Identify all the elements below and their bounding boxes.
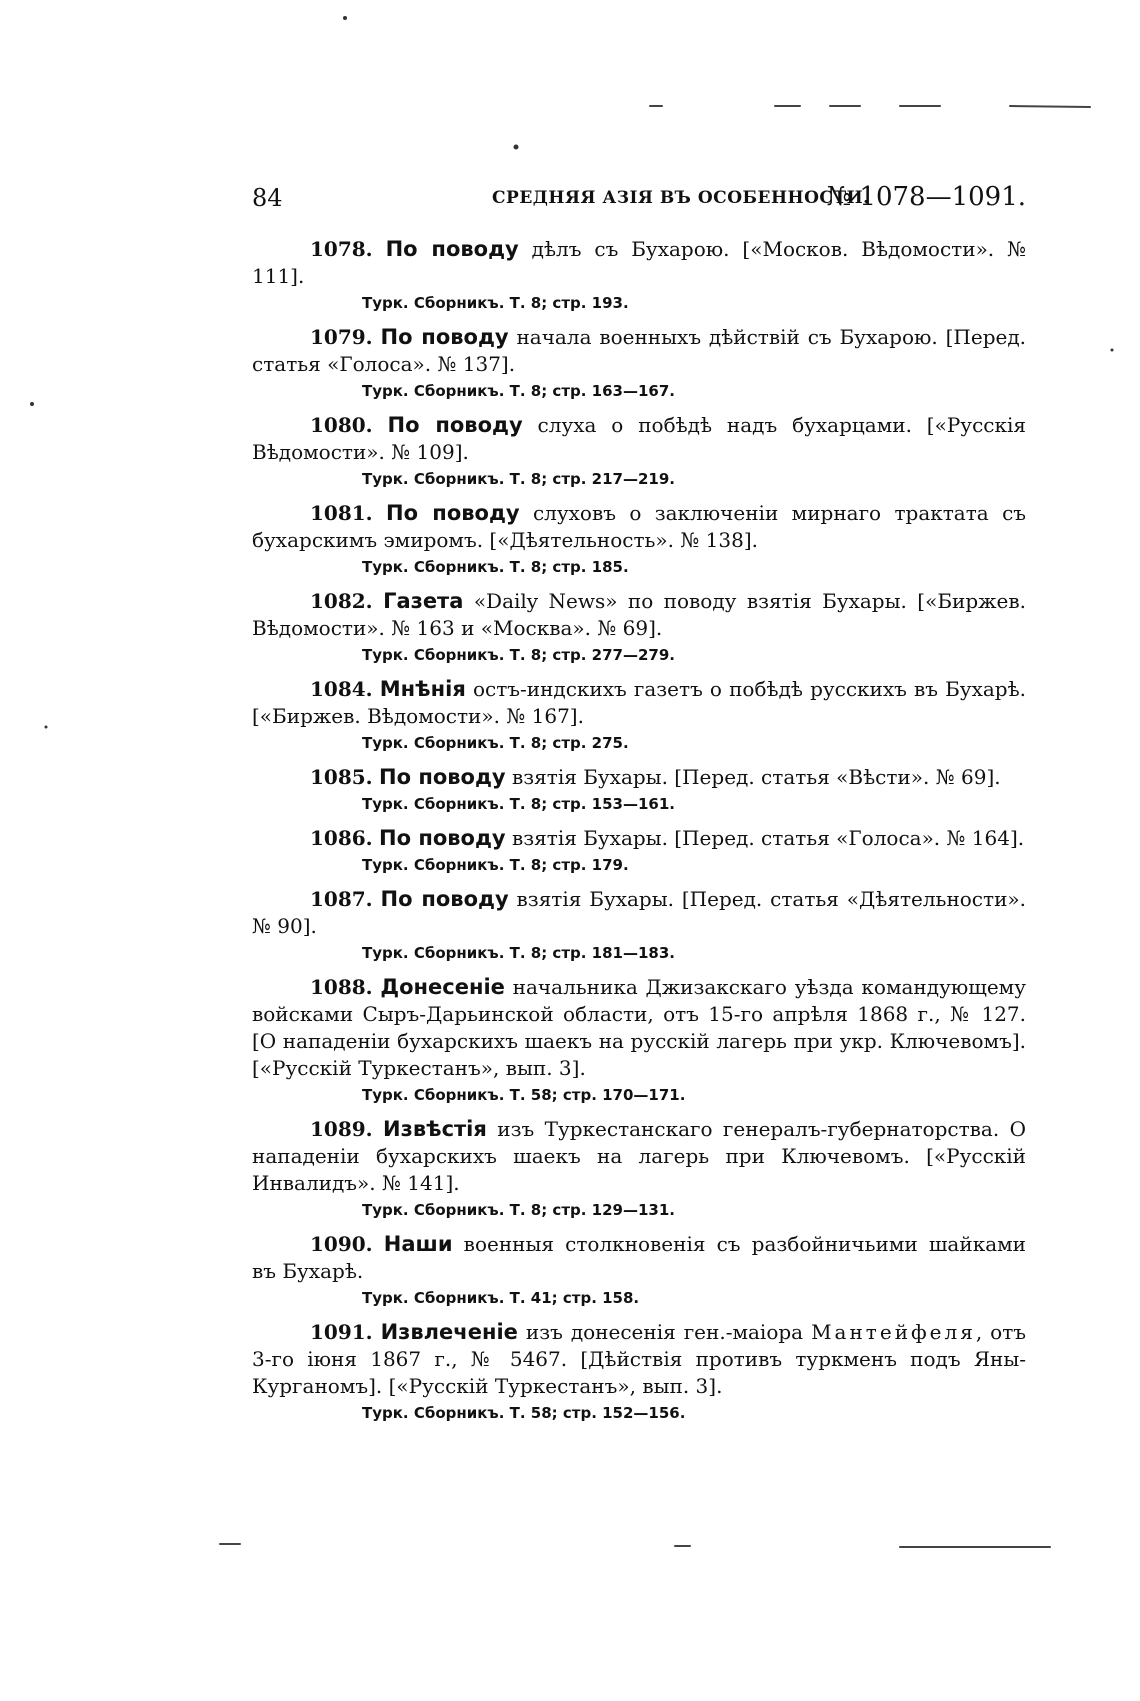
entry-text: начальника Джизакскаго уѣзда командующему войсками Сыръ-Дарьинской области, отъ 15-го апрѣля 1868 г., № 127. [О нападеніи бухарскихъ шаекъ на русскій лагерь при укр. Ключевомъ]. [«Русскій Туркестанъ», вып. 3]. xyxy=(252,975,1027,1080)
entry xyxy=(252,500,1026,577)
entry-text: изъ донесенія ген.-маіора xyxy=(517,1320,812,1344)
entry-text: слуховъ о заключеніи мирнаго трактата съ бухарскимъ эмиромъ. [«Дѣятельность». № 138]. xyxy=(252,501,1026,552)
entry-keyword: Газета xyxy=(383,589,464,613)
entry-source: Турк. Сборникъ. Т. 41; стр. 158. xyxy=(362,1289,640,1307)
entry-number: 1078. xyxy=(310,237,373,261)
entry-number: 1082. xyxy=(310,589,373,613)
entry-text: слуха о побѣдѣ надъ бухарцами. [«Русскія Вѣдомости». № 109]. xyxy=(252,413,1026,464)
entry-source: Турк. Сборникъ. Т. 8; стр. 181—183. xyxy=(362,944,675,962)
entry xyxy=(252,412,1026,489)
entry-text: взятія Бухары. [Перед. статья «Дѣятельности». № 90]. xyxy=(252,887,1026,938)
entry-keyword: По поводу xyxy=(379,765,506,789)
entry-number: 1084. xyxy=(310,677,373,701)
entry-text: дѣлъ съ Бухарою. [«Москов. Вѣдомости». № 111]. xyxy=(252,237,1027,288)
entry xyxy=(252,886,1026,963)
page-header xyxy=(252,178,1026,218)
entry-source: Турк. Сборникъ. Т. 8; стр. 153—161. xyxy=(362,795,675,813)
entry-keyword: Мнѣнія xyxy=(379,677,466,701)
entry-number: 1087. xyxy=(310,887,373,911)
entry-number: 1090. xyxy=(310,1232,373,1256)
entry-text: военныя столкновенія съ разбойничьими шайками въ Бухарѣ. xyxy=(252,1232,1027,1283)
entry-source: Турк. Сборникъ. Т. 8; стр. 277—279. xyxy=(362,646,675,664)
entry xyxy=(252,588,1026,665)
entry-person-name: Мантейфеля xyxy=(811,1320,976,1344)
entry-keyword: Извѣстія xyxy=(383,1117,487,1141)
entry-keyword: По поводу xyxy=(386,501,520,525)
entry-text: , отъ 3-го іюня 1867 г., № 5467. [Дѣйствія противъ туркменъ подъ Яны-Курганомъ]. [«Русскій Туркестанъ», вып. 3]. xyxy=(252,1320,1026,1398)
entry-text: «Daily News» по поводу взятія Бухары. [«Биржев. Вѣдомости». № 163 и «Москва». № 69]. xyxy=(252,589,1027,640)
entry xyxy=(252,974,1026,1105)
entry-number: 1089. xyxy=(310,1117,373,1141)
entry-source: Турк. Сборникъ. Т. 8; стр. 275. xyxy=(362,734,629,752)
entry xyxy=(252,676,1026,753)
entry-keyword: По поводу xyxy=(387,413,523,437)
page-number: 84 xyxy=(252,184,283,212)
entry-source: Турк. Сборникъ. Т. 8; стр. 185. xyxy=(362,558,629,576)
entry-keyword: Донесеніе xyxy=(380,975,505,999)
entry-number: 1085. xyxy=(310,765,373,789)
entry-range: № 1078—1091. xyxy=(826,182,1026,212)
entry-source: Турк. Сборникъ. Т. 58; стр. 170—171. xyxy=(362,1086,686,1104)
entry-source: Турк. Сборникъ. Т. 8; стр. 179. xyxy=(362,856,629,874)
entry-keyword: По поводу xyxy=(379,826,506,850)
entry-text: остъ-индскихъ газетъ о побѣдѣ русскихъ въ Бухарѣ. [«Биржев. Вѣдомости». № 167]. xyxy=(252,677,1026,728)
entry-source: Турк. Сборникъ. Т. 8; стр. 193. xyxy=(362,294,629,312)
entry-text: взятія Бухары. [Перед. статья «Голоса». № 164]. xyxy=(505,826,1025,850)
entry-keyword: По поводу xyxy=(385,237,519,261)
entry xyxy=(252,324,1026,401)
bibliography-entries xyxy=(252,236,1026,1434)
entry-source: Турк. Сборникъ. Т. 8; стр. 163—167. xyxy=(362,382,675,400)
entry-text: изъ Туркестанскаго генералъ-губернаторства. О нападеніи бухарскихъ шаекъ на лагерь при Ключевомъ. [«Русскій Инвалидъ». № 141]. xyxy=(252,1117,1027,1195)
entry-number: 1088. xyxy=(310,975,373,999)
entry-keyword: По поводу xyxy=(380,887,509,911)
entry xyxy=(252,825,1026,875)
entry xyxy=(252,1231,1026,1308)
entry-text: начала военныхъ дѣйствій съ Бухарою. [Перед. статья «Голоса». № 137]. xyxy=(252,325,1026,376)
entry-source: Турк. Сборникъ. Т. 8; стр. 217—219. xyxy=(362,470,675,488)
entry-number: 1091. xyxy=(310,1320,373,1344)
entry-text: взятія Бухары. [Перед. статья «Вѣсти». № 69]. xyxy=(505,765,1001,789)
entry-keyword: Наши xyxy=(383,1232,453,1256)
entry xyxy=(252,236,1026,313)
entry-number: 1079. xyxy=(310,325,373,349)
running-title: СРЕДНЯЯ АЗІЯ ВЪ ОСОБЕННОСТИ. xyxy=(492,188,870,208)
entry-keyword: По поводу xyxy=(380,325,509,349)
entry-number: 1081. xyxy=(310,501,373,525)
entry xyxy=(252,1319,1026,1423)
entry-number: 1086. xyxy=(310,826,373,850)
entry xyxy=(252,1116,1026,1220)
entry-source: Турк. Сборникъ. Т. 8; стр. 129—131. xyxy=(362,1201,675,1219)
entry-source: Турк. Сборникъ. Т. 58; стр. 152—156. xyxy=(362,1404,686,1422)
entry-keyword: Извлеченіе xyxy=(380,1320,518,1344)
entry xyxy=(252,764,1026,814)
entry-number: 1080. xyxy=(310,413,373,437)
